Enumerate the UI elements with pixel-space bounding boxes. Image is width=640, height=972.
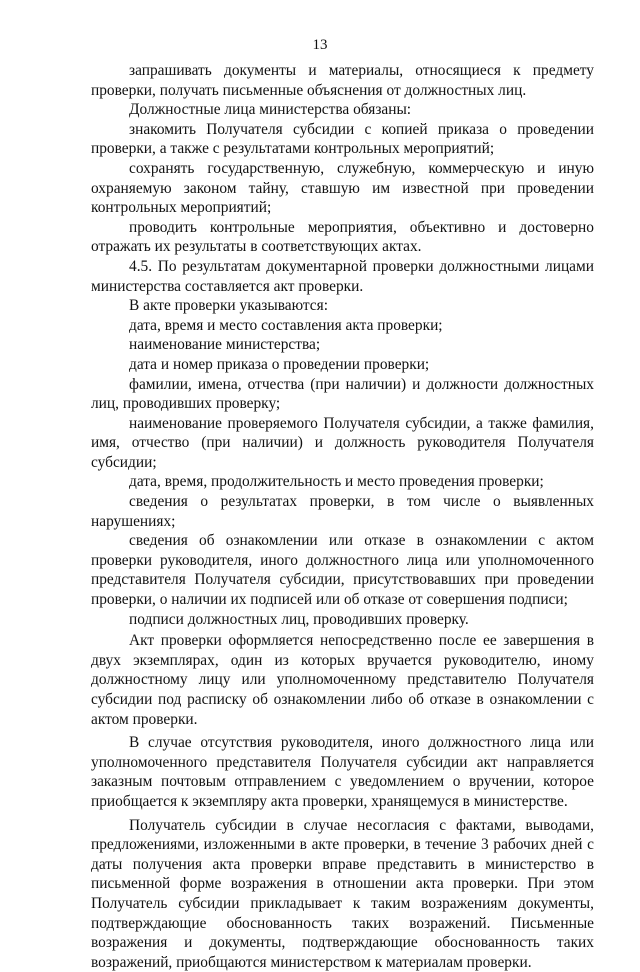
list-item: сведения об ознакомлении или отказе в ознакомлении с актом проверки руководителя, иного должностного лица или уполномоченного представителя Получателя субсидии, присутствовавших при проведении проверки, о наличии их подписей или об отказе от совершения подписи; xyxy=(91,532,594,609)
list-item: наименование проверяемого Получателя субсидии, а также фамилия, имя, отчество (при наличии) и должность руководителя Получателя субсидии; xyxy=(91,414,594,471)
list-item: сведения о результатах проверки, в том числе о выявленных нарушениях; xyxy=(91,493,594,530)
list-item: наименование министерства; xyxy=(129,336,321,354)
list-item: дата и номер приказа о проведении проверки; xyxy=(129,355,430,373)
list-item: дата, время и место составления акта проверки; xyxy=(129,316,443,334)
paragraph: знакомить Получателя субсидии с копией приказа о проведении проверки, а также с результатами контрольных мероприятий; xyxy=(91,120,594,158)
paragraph: Акт проверки оформляется непосредственно после ее завершения в двух экземплярах, один из которых вручается руководителю, иному должностному лицу или уполномоченному представителю Получателя субсидии под расписку об ознакомлении либо об отказе в ознакомлении с актом проверки. xyxy=(91,632,594,728)
paragraph: В акте проверки указываются: xyxy=(129,297,328,315)
section-paragraph: 4.5. По результатам документарной проверки должностными лицами министерства составляется акт проверки. xyxy=(91,257,594,295)
document-body xyxy=(91,61,594,972)
list-item: фамилии, имена, отчества (при наличии) и должности должностных лиц, проводивших проверку; xyxy=(91,375,594,413)
list-item: подписи должностных лиц, проводивших проверку. xyxy=(129,610,469,628)
paragraph: В случае отсутствия руководителя, иного должностного лица или уполномоченного представителя Получателя субсидии акт направляется заказным почтовым отправлением с уведомлением о вручении, которое приобщается к экземпляру акта проверки, хранящемуся в министерстве. xyxy=(91,734,594,810)
list-item: дата, время, продолжительность и место проведения проверки; xyxy=(129,473,544,491)
paragraph: сохранять государственную, служебную, коммерческую и иную охраняемую законом тайну, ставшую им известной при проведении контрольных мероприятий; xyxy=(91,159,594,217)
paragraph: Должностные лица министерства обязаны: xyxy=(129,101,412,119)
paragraph: запрашивать документы и материалы, относящиеся к предмету проверки, получать письменные объяснения от должностных лиц. xyxy=(91,62,594,99)
paragraph: проводить контрольные мероприятия, объективно и достоверно отражать их результаты в соответствующих актах. xyxy=(91,218,594,256)
paragraph: Получатель субсидии в случае несогласия с фактами, выводами, предложениями, изложенными в акте проверки, в течение 3 рабочих дней с даты получения акта проверки вправе представить в министерство в письменной форме возражения в отношении акта проверки. При этом Получатель субсидии прикладывает к таким возражениям документы, подтверждающие обоснованность таких возражений. Письменные возражения и документы, подтверждающие обоснованность таких возражений, приобщаются министерством к материалам проверки. xyxy=(91,816,594,971)
page-number: 13 xyxy=(312,37,328,53)
